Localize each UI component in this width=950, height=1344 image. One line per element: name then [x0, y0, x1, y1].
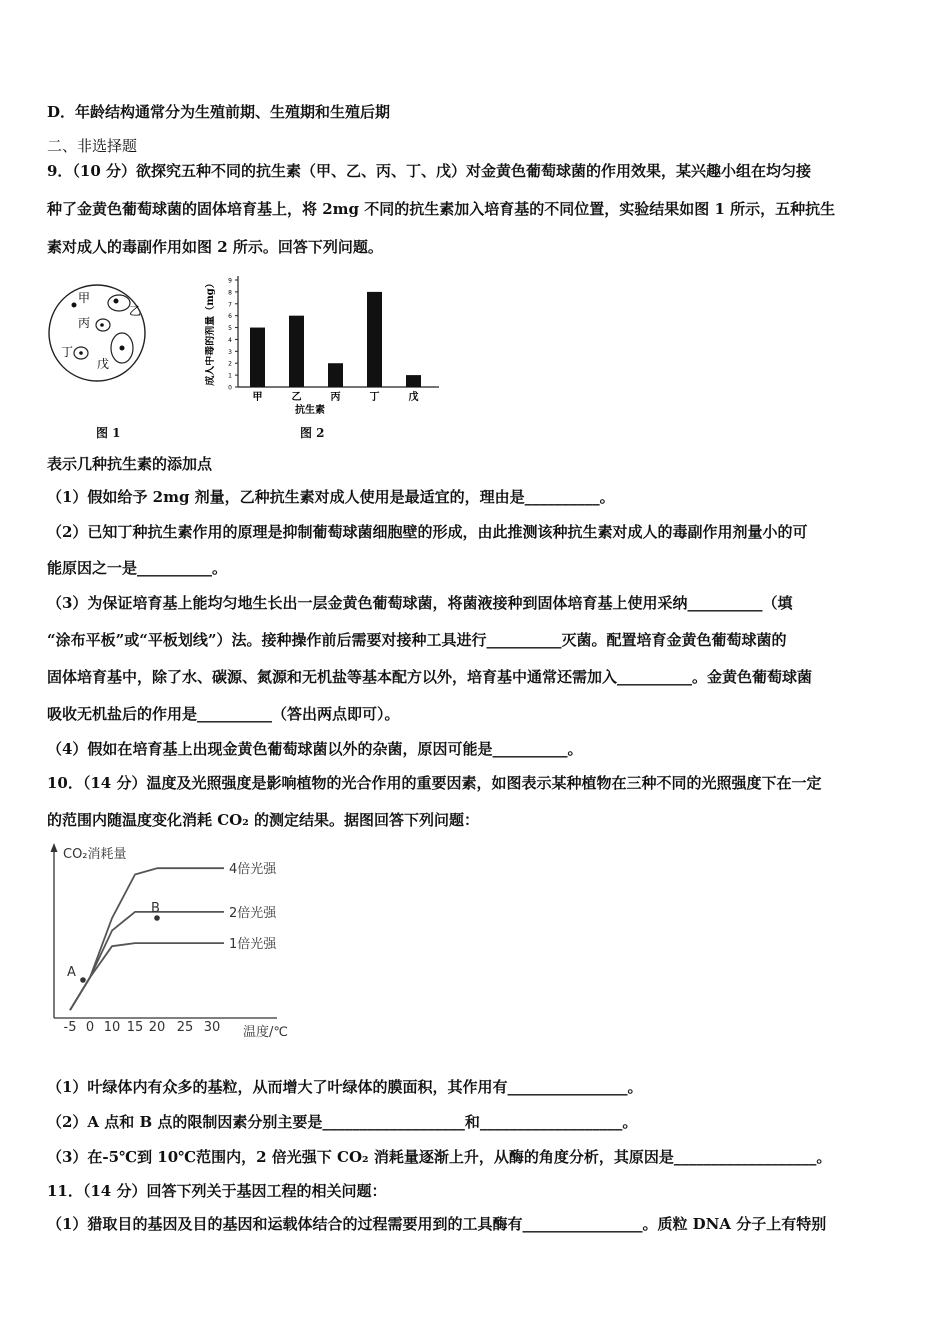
bar-3 — [328, 363, 343, 387]
q10-part-3: （3）在-5℃到 10℃范围内，2 倍光强下 CO₂ 消耗量逐渐上升，从酶的角度分析，其原因是___________________。 — [47, 1148, 832, 1166]
label-jia: 甲 — [78, 291, 91, 305]
bar-y-tick-label: 0 — [228, 384, 232, 392]
question-10-line-2: 的范围内随温度变化消耗 CO₂ 的测定结果。据图回答下列问题： — [47, 811, 480, 829]
series-label-2: 2倍光强 — [229, 905, 277, 921]
q10-part-1: （1）叶绿体内有众多的基粒，从而增大了叶绿体的膜面积，其作用有________________。 — [47, 1078, 643, 1096]
bar-x-label: 乙 — [291, 392, 302, 403]
line-x-tick-label: 0 — [85, 1020, 95, 1035]
y-axis-arrow-icon — [51, 843, 58, 852]
point-b-label: B — [151, 901, 160, 916]
bar-5 — [406, 375, 421, 387]
bar-y-tick-label: 1 — [228, 372, 232, 380]
bar-y-tick-label: 2 — [228, 360, 232, 368]
point-b-marker — [154, 915, 160, 921]
question-11: 11．（14 分）回答下列关于基因工程的相关问题： — [47, 1182, 387, 1200]
bar-1 — [250, 328, 265, 387]
q9-part-3-line-2: “涂布平板”或“平板划线”）法。接种操作前后需要对接种工具进行__________灭菌。配置培育金黄色葡萄球菌的 — [47, 631, 787, 649]
line-x-tick-label: -5 — [63, 1020, 77, 1035]
ring-yi — [108, 295, 130, 311]
bar-2 — [289, 316, 304, 387]
series-line-2 — [70, 912, 224, 1010]
bar-y-tick-label: 3 — [228, 348, 232, 356]
question-9-line-2: 种了金黄色葡萄球菌的固体培育基上，将 2mg 不同的抗生素加入培育基的不同位置，实验结果如图 1 所示，五种抗生 — [47, 200, 836, 218]
q9-part-1: （1）假如给予 2mg 剂量，乙种抗生素对成人使用是最适宜的，理由是__________。 — [47, 488, 615, 506]
bar-y-tick-label: 8 — [228, 289, 232, 297]
label-wu: 戊 — [97, 357, 110, 371]
line-x-tick-label: 10 — [103, 1020, 121, 1035]
bar-4 — [367, 292, 382, 387]
figure-1-caption: 图 1 — [96, 426, 121, 440]
point-a-label: A — [67, 965, 76, 980]
bar-y-tick-label: 9 — [228, 277, 232, 285]
series-label-1: 4倍光强 — [229, 862, 277, 878]
bar-y-tick-label: 6 — [228, 313, 232, 321]
dot-bing — [100, 323, 104, 327]
bar-x-label: 戊 — [408, 392, 419, 403]
bar-x-label: 甲 — [252, 392, 263, 403]
q10-part-2: （2）A 点和 B 点的限制因素分别主要是___________________和___________________。 — [47, 1113, 638, 1131]
bar-y-tick-label: 7 — [228, 301, 232, 309]
dot-jia — [72, 303, 77, 308]
bar-chart-xlabel: 抗生素 — [295, 405, 325, 416]
line-x-tick-label: 15 — [126, 1020, 144, 1035]
dot-ding — [79, 351, 83, 355]
series-line-1 — [70, 868, 224, 1010]
q9-part-2-line-1: （2）已知丁种抗生素作用的原理是抑制葡萄球菌细胞壁的形成，由此推测该种抗生素对成人的毒副作用剂量小的可 — [47, 523, 808, 541]
q9-part-3-line-1: （3）为保证培育基上能均匀地生长出一层金黄色葡萄球菌，将菌液接种到固体培育基上使用采纳__________（填 — [47, 594, 793, 612]
q9-part-2-line-2: 能原因之一是__________。 — [47, 559, 228, 577]
question-10-line-1: 10．（14 分）温度及光照强度是影响植物的光合作用的重要因素，如图表示某种植物在三种不同的光照强度下在一定 — [47, 774, 822, 792]
dot-wu — [120, 346, 125, 351]
section-heading: 二、非选择题 — [47, 137, 138, 155]
q9-part-3-line-4: 吸收无机盐后的作用是__________（答出两点即可）。 — [47, 705, 400, 723]
toxicity-bar-chart — [205, 272, 450, 420]
q9-part-4: （4）假如在培育基上出现金黄色葡萄球菌以外的杂菌，原因可能是__________。 — [47, 740, 583, 758]
q9-part-3-line-3: 固体培育基中，除了水、碳源、氮源和无机盐等基本配方以外，培育基中通常还需加入__________。金黄色葡萄球菌 — [47, 668, 813, 686]
q11-part-1: （1）猎取目的基因及目的基因和运载体结合的过程需要用到的工具酶有________________。质粒 DNA 分子上有特别 — [47, 1215, 827, 1233]
label-yi: 乙 — [129, 304, 142, 318]
question-9-line-1: 9．（10 分）欲探究五种不同的抗生素（甲、乙、丙、丁、戊）对金黄色葡萄球菌的作用效果，某兴趣小组在均匀接 — [47, 162, 812, 180]
bar-chart-ylabel: 成人中毒的剂量（mg） — [205, 278, 216, 386]
figure-note: 表示几种抗生素的添加点 — [47, 455, 213, 473]
series-label-3: 1倍光强 — [229, 937, 277, 953]
line-chart-xlabel: 温度/℃ — [243, 1025, 288, 1040]
dot-yi — [114, 299, 119, 304]
option-d: D．年龄结构通常分为生殖前期、生殖期和生殖后期 — [47, 103, 391, 121]
line-x-tick-label: 20 — [148, 1020, 166, 1035]
bar-y-tick-label: 4 — [228, 336, 232, 344]
bar-x-label: 丙 — [330, 392, 341, 403]
line-x-tick-label: 30 — [203, 1020, 221, 1035]
label-bing: 丙 — [78, 316, 91, 330]
line-x-tick-label: 25 — [176, 1020, 194, 1035]
bar-x-label: 丁 — [369, 392, 380, 403]
question-9-line-3: 素对成人的毒副作用如图 2 所示。回答下列问题。 — [47, 238, 383, 256]
bar-y-tick-label: 5 — [228, 325, 232, 333]
point-a-marker — [80, 977, 86, 983]
figure-2-caption: 图 2 — [300, 426, 325, 440]
petri-dish-figure — [45, 280, 155, 385]
label-ding: 丁 — [61, 345, 74, 359]
series-line-3 — [70, 943, 224, 1010]
line-chart-ylabel: CO₂消耗量 — [63, 847, 127, 862]
co2-consumption-line-chart — [45, 840, 315, 1045]
